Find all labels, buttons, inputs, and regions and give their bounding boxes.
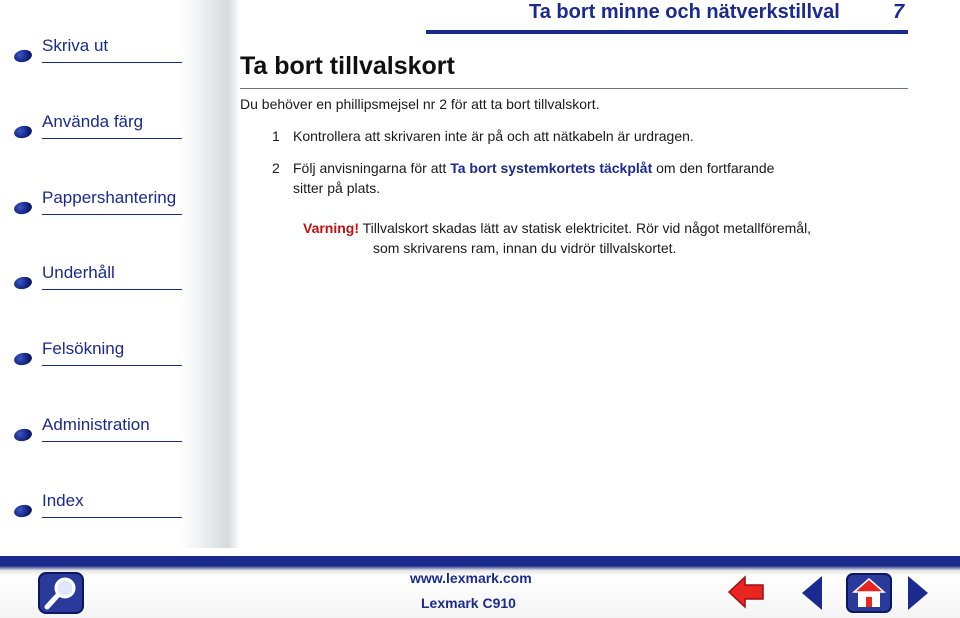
next-page-icon[interactable] [906, 575, 930, 611]
nav-bullet-icon [13, 124, 33, 139]
nav-item-skriva-ut[interactable] [12, 28, 182, 68]
nav-underline [42, 517, 182, 518]
nav-item-label: Använda färg [42, 112, 144, 131]
nav-shadow-bar [180, 0, 240, 548]
step-number: 2 [272, 160, 280, 176]
nav-item-index[interactable] [12, 483, 182, 523]
lexmark-website-link[interactable]: www.lexmark.com [410, 570, 532, 586]
step-text-after: om den fortfarande [652, 160, 775, 176]
nav-item-label: Skriva ut [42, 36, 109, 55]
nav-bullet-icon [13, 200, 33, 215]
nav-underline [42, 138, 182, 139]
nav-underline [42, 441, 182, 442]
remove-system-board-cover-link[interactable]: Ta bort systemkortets täckplåt [450, 160, 653, 176]
nav-item-felsokning[interactable] [12, 331, 182, 371]
nav-item-administration[interactable] [12, 407, 182, 447]
nav-bullet-icon [13, 427, 33, 442]
warning-block [303, 218, 812, 256]
warning-label: Varning! [303, 220, 360, 236]
title-rule [240, 88, 908, 89]
side-navigation [0, 0, 240, 560]
page-title: Ta bort tillvalskort [240, 52, 455, 80]
chapter-title: Ta bort minne och nätverkstillval [529, 1, 840, 23]
header-rule [426, 30, 908, 34]
nav-item-label: Index [42, 491, 84, 510]
step-text: Kontrollera att skrivaren inte är på och att nätkabeln är urdragen. [293, 128, 694, 144]
nav-item-pappershantering[interactable] [12, 180, 182, 220]
nav-underline [42, 62, 182, 63]
search-icon[interactable] [38, 572, 84, 614]
intro-text: Du behöver en phillipsmejsel nr 2 för att ta bort tillvalskort. [240, 96, 600, 112]
nav-item-label: Administration [42, 415, 150, 434]
nav-bullet-icon [13, 275, 33, 290]
nav-item-label: Pappershantering [42, 188, 177, 207]
nav-bullet-icon [13, 351, 33, 366]
warning-text-line2: som skrivarens ram, innan du vidrör tillvalskortet. [373, 240, 677, 256]
step-text-before: Följ anvisningarna för att [293, 160, 451, 176]
previous-page-icon[interactable] [800, 575, 824, 611]
nav-item-underhall[interactable] [12, 255, 182, 295]
nav-underline [42, 365, 182, 366]
warning-text: Tillvalskort skadas lätt av statisk elektricitet. Rör vid något metallföremål, [359, 220, 812, 236]
page-number: 7 [893, 1, 905, 23]
nav-bullet-icon [13, 503, 33, 518]
nav-underline [42, 214, 182, 215]
nav-item-label: Underhåll [42, 263, 115, 282]
nav-bullet-icon [13, 48, 33, 63]
step-text-line2: sitter på plats. [293, 180, 381, 196]
nav-underline [42, 289, 182, 290]
back-arrow-icon[interactable] [728, 574, 764, 610]
product-name: Lexmark C910 [421, 595, 516, 611]
home-icon[interactable] [846, 573, 892, 613]
step-number: 1 [272, 128, 280, 144]
nav-item-label: Felsökning [42, 339, 125, 358]
nav-item-anvanda-farg[interactable] [12, 104, 182, 144]
step-text [293, 158, 774, 198]
